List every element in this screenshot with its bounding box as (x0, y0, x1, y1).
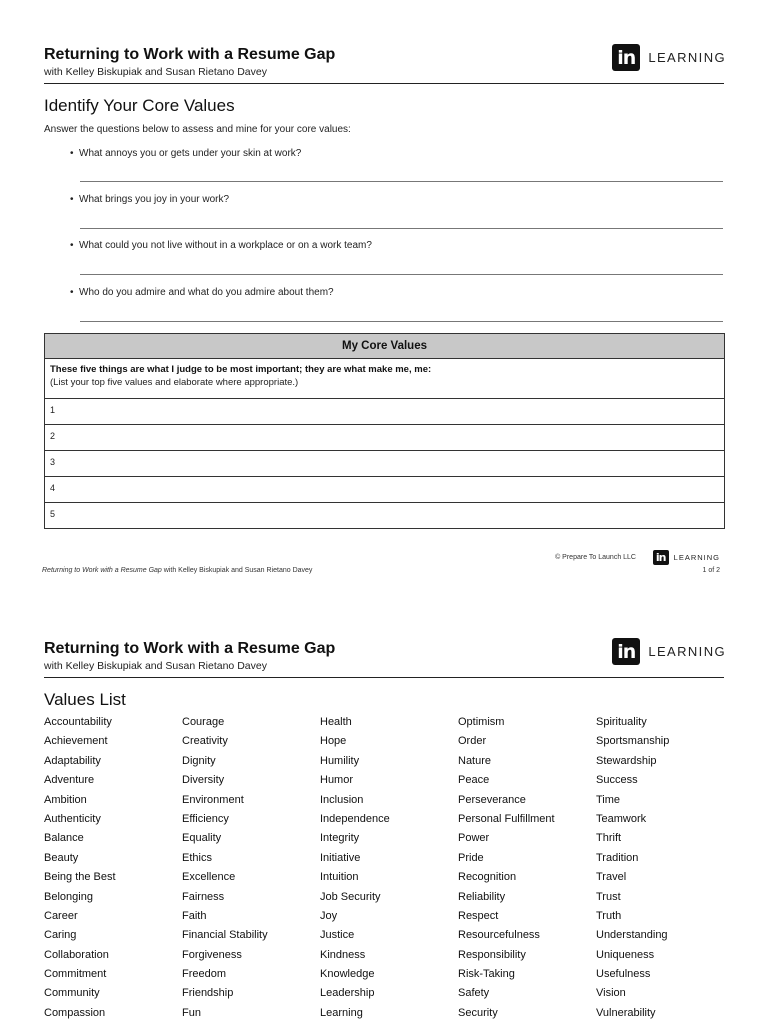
value-item: Creativity (182, 735, 228, 748)
value-item: Risk-Taking (458, 968, 515, 981)
core-value-row-1[interactable]: 1 (45, 399, 724, 425)
value-item: Forgiveness (182, 948, 242, 961)
value-item: Stewardship (596, 754, 657, 767)
answer-line[interactable] (80, 274, 723, 275)
section-title: Identify Your Core Values (44, 96, 235, 115)
footer-course-authors: with Kelley Biskupiak and Susan Rietano Davey (161, 567, 313, 574)
value-item: Friendship (182, 987, 234, 1000)
linkedin-icon: in (612, 638, 640, 665)
value-item: Respect (458, 909, 499, 922)
value-item: Health (320, 716, 352, 728)
logo-wordmark: LEARNING (648, 50, 726, 65)
value-item: Teamwork (596, 812, 647, 825)
footer-course-title: Returning to Work with a Resume Gap (42, 567, 162, 574)
value-item: Environment (182, 793, 244, 806)
value-item: Adventure (44, 774, 95, 787)
value-item: Authenticity (44, 812, 101, 825)
value-item: Intuition (320, 871, 359, 884)
answer-line[interactable] (80, 321, 723, 322)
answer-line[interactable] (80, 181, 723, 182)
value-item: Power (458, 832, 490, 845)
header-divider (44, 677, 724, 678)
value-item: Job Security (320, 890, 381, 903)
core-value-row-4[interactable]: 4 (45, 477, 724, 503)
value-item: Humility (320, 754, 360, 767)
value-item: Knowledge (320, 968, 375, 981)
value-item: Truth (596, 909, 622, 922)
answer-line[interactable] (80, 228, 723, 229)
value-item: Hope (320, 735, 347, 748)
value-item: Caring (44, 929, 77, 942)
value-item: Being the Best (44, 871, 116, 884)
table-description-sub: (List your top five values and elaborate where appropriate.) (50, 377, 299, 388)
header-divider (44, 83, 724, 84)
value-item: Fairness (182, 890, 225, 903)
value-item: Freedom (182, 968, 227, 981)
question-text: What could you not live without in a workplace or on a work team? (79, 240, 372, 251)
value-item: Travel (596, 871, 627, 884)
value-item: Spirituality (596, 716, 647, 728)
section-title: Values List (44, 690, 126, 709)
question-item (70, 240, 372, 251)
value-item: Community (44, 987, 100, 1000)
value-item: Humor (320, 774, 354, 787)
linkedin-learning-logo (612, 44, 726, 71)
value-item: Pride (458, 851, 484, 864)
linkedin-learning-logo (612, 638, 726, 665)
value-item: Compassion (44, 1006, 106, 1019)
footer-logo (653, 550, 720, 565)
value-item: Order (458, 735, 487, 748)
value-item: Financial Stability (182, 929, 268, 942)
document-title: Returning to Work with a Resume Gap (44, 46, 336, 63)
core-value-row-5[interactable]: 5 (50, 509, 56, 519)
value-item: Trust (596, 890, 621, 903)
value-item: Career (44, 909, 78, 922)
value-item: Leadership (320, 987, 375, 1000)
value-item: Independence (320, 812, 390, 825)
values-column (596, 716, 734, 1024)
document-subtitle: with Kelley Biskupiak and Susan Rietano Davey (44, 66, 267, 78)
value-item: Understanding (596, 929, 668, 942)
question-item (70, 194, 229, 205)
value-item: Usefulness (596, 968, 651, 981)
value-item: Fun (182, 1006, 201, 1019)
value-item: Dignity (182, 754, 216, 767)
linkedin-icon: in (653, 550, 669, 565)
values-column (44, 716, 182, 1024)
document-title: Returning to Work with a Resume Gap (44, 640, 336, 657)
value-item: Vulnerability (596, 1006, 656, 1019)
core-values-table (44, 333, 725, 529)
value-item: Collaboration (44, 948, 109, 961)
value-item: Initiative (320, 851, 361, 864)
value-item: Perseverance (458, 793, 526, 806)
core-value-row-2[interactable]: 2 (45, 425, 724, 451)
value-item: Personal Fulfillment (458, 812, 555, 825)
value-item: Vision (596, 987, 626, 1000)
question-text: Who do you admire and what do you admire about them? (79, 287, 334, 298)
value-item: Recognition (458, 871, 517, 884)
value-item: Time (596, 793, 621, 806)
value-item: Learning (320, 1006, 363, 1019)
value-item: Safety (458, 987, 490, 1000)
core-value-row-3[interactable]: 3 (45, 451, 724, 477)
value-item: Joy (320, 909, 338, 922)
value-item: Uniqueness (596, 948, 655, 961)
value-item: Accountability (44, 716, 112, 728)
table-description (45, 359, 724, 399)
value-item: Ambition (44, 793, 87, 806)
value-item: Courage (182, 716, 225, 728)
value-item: Security (458, 1006, 498, 1019)
bullet: • (70, 287, 74, 298)
document-subtitle: with Kelley Biskupiak and Susan Rietano Davey (44, 660, 267, 672)
value-item: Resourcefulness (458, 929, 540, 942)
linkedin-icon: in (612, 44, 640, 71)
values-column (182, 716, 320, 1024)
value-item: Responsibility (458, 948, 526, 961)
value-item: Thrift (596, 832, 622, 845)
table-heading: My Core Values (45, 334, 724, 359)
page-2 (0, 590, 768, 1024)
value-item: Nature (458, 754, 492, 767)
value-item: Diversity (182, 774, 225, 787)
logo-wordmark: LEARNING (648, 644, 726, 659)
question-text: What annoys you or gets under your skin at work? (79, 148, 302, 159)
value-item: Adaptability (44, 754, 101, 767)
value-item: Justice (320, 929, 355, 942)
value-item: Commitment (44, 968, 107, 981)
intro-text: Answer the questions below to assess and mine for your core values: (44, 124, 351, 135)
question-item (70, 287, 334, 298)
value-item: Success (596, 774, 638, 787)
value-item: Belonging (44, 890, 93, 903)
value-item: Beauty (44, 851, 79, 864)
value-item: Ethics (182, 851, 212, 864)
value-item: Peace (458, 774, 490, 787)
footer-copyright: © Prepare To Launch LLC (555, 554, 636, 561)
page-number: 1 of 2 (702, 567, 720, 574)
question-text: What brings you joy in your work? (79, 194, 230, 205)
value-item: Efficiency (182, 812, 229, 825)
values-list (44, 716, 734, 1024)
value-item: Balance (44, 832, 84, 845)
bullet: • (70, 148, 74, 159)
value-item: Reliability (458, 890, 506, 903)
footer-course (42, 567, 312, 574)
value-item: Optimism (458, 716, 505, 728)
bullet: • (70, 194, 74, 205)
value-item: Integrity (320, 832, 360, 845)
value-item: Kindness (320, 948, 366, 961)
value-item: Excellence (182, 871, 236, 884)
value-item: Tradition (596, 851, 639, 864)
bullet: • (70, 240, 74, 251)
logo-wordmark: LEARNING (673, 553, 720, 562)
question-item (70, 148, 301, 159)
values-column (320, 716, 458, 1024)
value-item: Achievement (44, 735, 108, 748)
values-column (458, 716, 596, 1024)
value-item: Equality (182, 832, 222, 845)
value-item: Faith (182, 909, 207, 922)
value-item: Inclusion (320, 793, 364, 806)
value-item: Sportsmanship (596, 735, 670, 748)
table-description-bold: These five things are what I judge to be most important; they are what make me, me: (50, 364, 432, 375)
